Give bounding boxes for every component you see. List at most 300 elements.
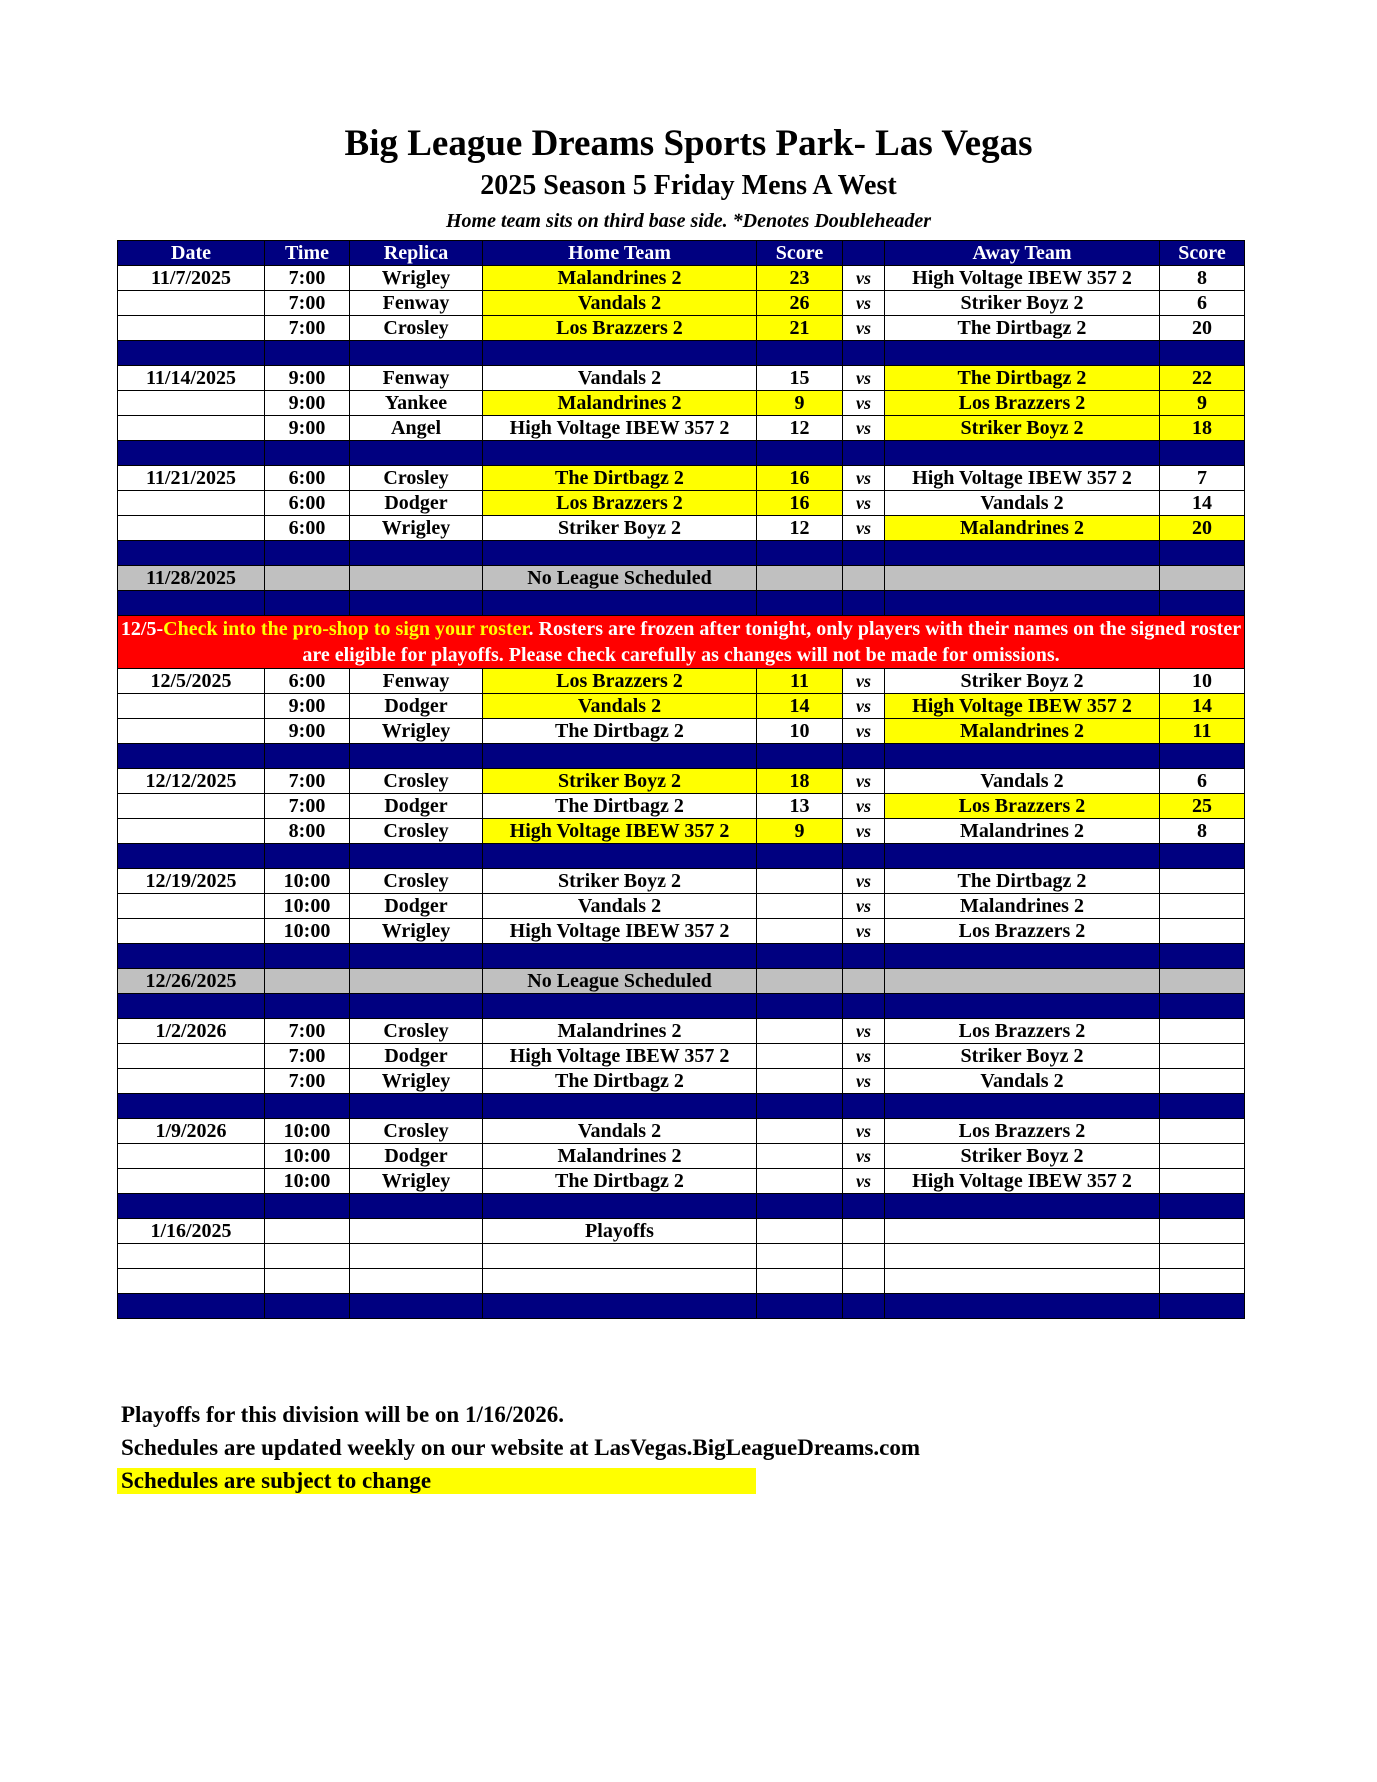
home-score: 26 bbox=[757, 291, 843, 316]
game-time: 7:00 bbox=[265, 794, 350, 819]
home-score bbox=[757, 919, 843, 944]
game-date bbox=[118, 391, 265, 416]
separator-cell bbox=[350, 994, 483, 1019]
away-team: High Voltage IBEW 357 2 bbox=[885, 466, 1160, 491]
home-team: Vandals 2 bbox=[483, 694, 757, 719]
empty-cell bbox=[885, 566, 1160, 591]
game-date bbox=[118, 1069, 265, 1094]
home-team: The Dirtbagz 2 bbox=[483, 794, 757, 819]
game-time: 7:00 bbox=[265, 291, 350, 316]
vs-label: vs bbox=[843, 669, 885, 694]
game-field: Dodger bbox=[350, 491, 483, 516]
header-replica: Replica bbox=[350, 241, 483, 266]
empty-cell bbox=[350, 969, 483, 994]
away-score: 14 bbox=[1160, 491, 1245, 516]
home-team: Vandals 2 bbox=[483, 366, 757, 391]
game-time: 7:00 bbox=[265, 1044, 350, 1069]
vs-label: vs bbox=[843, 466, 885, 491]
separator-cell bbox=[843, 1294, 885, 1319]
game-row bbox=[118, 366, 1245, 391]
separator-cell bbox=[1160, 1294, 1245, 1319]
vs-label: vs bbox=[843, 794, 885, 819]
game-date bbox=[118, 894, 265, 919]
away-team: Striker Boyz 2 bbox=[885, 416, 1160, 441]
separator-cell bbox=[757, 994, 843, 1019]
home-score: 18 bbox=[757, 769, 843, 794]
separator-cell bbox=[350, 1294, 483, 1319]
game-row bbox=[118, 516, 1245, 541]
game-row bbox=[118, 1119, 1245, 1144]
separator-cell bbox=[118, 844, 265, 869]
game-time: 6:00 bbox=[265, 466, 350, 491]
home-score: 12 bbox=[757, 416, 843, 441]
separator-cell bbox=[350, 944, 483, 969]
game-field: Fenway bbox=[350, 291, 483, 316]
game-time: 9:00 bbox=[265, 391, 350, 416]
game-time: 10:00 bbox=[265, 869, 350, 894]
away-team: Malandrines 2 bbox=[885, 516, 1160, 541]
away-team: High Voltage IBEW 357 2 bbox=[885, 266, 1160, 291]
game-row bbox=[118, 1069, 1245, 1094]
game-row bbox=[118, 1019, 1245, 1044]
separator-row bbox=[118, 744, 1245, 769]
separator-cell bbox=[843, 341, 885, 366]
header-date: Date bbox=[118, 241, 265, 266]
game-time: 6:00 bbox=[265, 516, 350, 541]
separator-cell bbox=[265, 994, 350, 1019]
home-score bbox=[757, 869, 843, 894]
game-row bbox=[118, 694, 1245, 719]
home-score: 23 bbox=[757, 266, 843, 291]
empty-cell bbox=[757, 1244, 843, 1269]
vs-label: vs bbox=[843, 694, 885, 719]
empty-cell bbox=[885, 1244, 1160, 1269]
game-field: Wrigley bbox=[350, 1069, 483, 1094]
away-score bbox=[1160, 1019, 1245, 1044]
away-team: Vandals 2 bbox=[885, 491, 1160, 516]
game-time: 7:00 bbox=[265, 316, 350, 341]
game-row bbox=[118, 391, 1245, 416]
home-score: 9 bbox=[757, 391, 843, 416]
game-field: Crosley bbox=[350, 316, 483, 341]
away-score bbox=[1160, 1044, 1245, 1069]
game-field: Dodger bbox=[350, 794, 483, 819]
home-team: Striker Boyz 2 bbox=[483, 869, 757, 894]
away-score: 7 bbox=[1160, 466, 1245, 491]
separator-cell bbox=[350, 441, 483, 466]
header-away-team: Away Team bbox=[885, 241, 1160, 266]
row-date bbox=[118, 1269, 265, 1294]
empty-cell bbox=[265, 969, 350, 994]
separator-cell bbox=[118, 591, 265, 616]
vs-label: vs bbox=[843, 1119, 885, 1144]
game-time: 6:00 bbox=[265, 669, 350, 694]
game-field: Wrigley bbox=[350, 266, 483, 291]
game-date bbox=[118, 794, 265, 819]
footer-playoffs-note: Playoffs for this division will be on 1/16/2026. bbox=[121, 1402, 565, 1427]
vs-label: vs bbox=[843, 491, 885, 516]
schedule-table bbox=[117, 240, 1245, 1319]
game-date: 12/19/2025 bbox=[118, 869, 265, 894]
game-field: Wrigley bbox=[350, 1169, 483, 1194]
row-label: Playoffs bbox=[483, 1219, 757, 1244]
game-field: Crosley bbox=[350, 769, 483, 794]
page-subtitle: 2025 Season 5 Friday Mens A West bbox=[480, 170, 897, 201]
game-time: 9:00 bbox=[265, 366, 350, 391]
vs-label: vs bbox=[843, 719, 885, 744]
away-team: High Voltage IBEW 357 2 bbox=[885, 1169, 1160, 1194]
vs-label: vs bbox=[843, 516, 885, 541]
game-field: Fenway bbox=[350, 366, 483, 391]
away-score: 10 bbox=[1160, 669, 1245, 694]
home-score: 16 bbox=[757, 491, 843, 516]
game-row bbox=[118, 1169, 1245, 1194]
empty-cell bbox=[885, 969, 1160, 994]
home-team: Malandrines 2 bbox=[483, 391, 757, 416]
separator-cell bbox=[885, 591, 1160, 616]
separator-cell bbox=[118, 744, 265, 769]
game-field: Dodger bbox=[350, 1044, 483, 1069]
home-team: Los Brazzers 2 bbox=[483, 316, 757, 341]
home-score bbox=[757, 1144, 843, 1169]
separator-cell bbox=[118, 441, 265, 466]
empty-row bbox=[118, 1269, 1245, 1294]
game-time: 9:00 bbox=[265, 416, 350, 441]
away-score bbox=[1160, 1069, 1245, 1094]
separator-cell bbox=[483, 844, 757, 869]
separator-cell bbox=[265, 1194, 350, 1219]
game-time: 6:00 bbox=[265, 491, 350, 516]
empty-cell bbox=[1160, 969, 1245, 994]
game-row bbox=[118, 416, 1245, 441]
home-team: High Voltage IBEW 357 2 bbox=[483, 416, 757, 441]
home-score bbox=[757, 894, 843, 919]
empty-cell bbox=[843, 1219, 885, 1244]
game-row bbox=[118, 869, 1245, 894]
game-row bbox=[118, 291, 1245, 316]
game-date: 12/12/2025 bbox=[118, 769, 265, 794]
separator-cell bbox=[118, 1094, 265, 1119]
separator-cell bbox=[483, 1194, 757, 1219]
empty-cell bbox=[1160, 566, 1245, 591]
row-date bbox=[118, 1244, 265, 1269]
separator-cell bbox=[1160, 591, 1245, 616]
vs-label: vs bbox=[843, 769, 885, 794]
separator-cell bbox=[265, 1294, 350, 1319]
separator-cell bbox=[843, 994, 885, 1019]
separator-row bbox=[118, 944, 1245, 969]
game-date bbox=[118, 416, 265, 441]
home-score: 9 bbox=[757, 819, 843, 844]
separator-cell bbox=[1160, 1094, 1245, 1119]
roster-banner bbox=[118, 616, 1245, 669]
header-time: Time bbox=[265, 241, 350, 266]
empty-cell bbox=[757, 1219, 843, 1244]
game-field: Yankee bbox=[350, 391, 483, 416]
vs-label: vs bbox=[843, 416, 885, 441]
separator-cell bbox=[843, 944, 885, 969]
home-score bbox=[757, 1169, 843, 1194]
empty-cell bbox=[265, 1269, 350, 1294]
away-team: Striker Boyz 2 bbox=[885, 669, 1160, 694]
home-team: Malandrines 2 bbox=[483, 1144, 757, 1169]
separator-cell bbox=[843, 744, 885, 769]
game-time: 7:00 bbox=[265, 769, 350, 794]
separator-cell bbox=[483, 1094, 757, 1119]
game-row bbox=[118, 794, 1245, 819]
game-date bbox=[118, 516, 265, 541]
away-team: Vandals 2 bbox=[885, 1069, 1160, 1094]
separator-cell bbox=[350, 744, 483, 769]
banner-text: . Rosters are frozen after tonight, only players with their names on the signed roster are eligible for playoffs. Please check carefully as changes will not be made for omissions. bbox=[302, 618, 1242, 666]
vs-label: vs bbox=[843, 1019, 885, 1044]
game-time: 9:00 bbox=[265, 719, 350, 744]
game-time: 10:00 bbox=[265, 919, 350, 944]
separator-cell bbox=[757, 844, 843, 869]
home-team: The Dirtbagz 2 bbox=[483, 1169, 757, 1194]
noleague-row bbox=[118, 566, 1245, 591]
separator-cell bbox=[265, 341, 350, 366]
game-field: Angel bbox=[350, 416, 483, 441]
separator-cell bbox=[118, 341, 265, 366]
home-team: The Dirtbagz 2 bbox=[483, 719, 757, 744]
row-label bbox=[483, 1244, 757, 1269]
game-date bbox=[118, 1044, 265, 1069]
separator-cell bbox=[350, 1194, 483, 1219]
empty-cell bbox=[265, 566, 350, 591]
home-score: 11 bbox=[757, 669, 843, 694]
game-time: 10:00 bbox=[265, 1144, 350, 1169]
vs-label: vs bbox=[843, 291, 885, 316]
game-field: Wrigley bbox=[350, 719, 483, 744]
home-team: The Dirtbagz 2 bbox=[483, 466, 757, 491]
home-score: 13 bbox=[757, 794, 843, 819]
home-team: Vandals 2 bbox=[483, 894, 757, 919]
separator-cell bbox=[757, 591, 843, 616]
home-score bbox=[757, 1044, 843, 1069]
vs-label: vs bbox=[843, 366, 885, 391]
separator-cell bbox=[1160, 341, 1245, 366]
home-team: Striker Boyz 2 bbox=[483, 516, 757, 541]
game-field: Crosley bbox=[350, 1019, 483, 1044]
game-field: Wrigley bbox=[350, 516, 483, 541]
noleague-row bbox=[118, 969, 1245, 994]
game-date: 1/2/2026 bbox=[118, 1019, 265, 1044]
separator-cell bbox=[265, 541, 350, 566]
game-row bbox=[118, 919, 1245, 944]
separator-row bbox=[118, 541, 1245, 566]
home-team: The Dirtbagz 2 bbox=[483, 1069, 757, 1094]
away-team: Striker Boyz 2 bbox=[885, 291, 1160, 316]
empty-cell bbox=[1160, 1244, 1245, 1269]
separator-cell bbox=[1160, 441, 1245, 466]
game-row bbox=[118, 669, 1245, 694]
empty-cell bbox=[1160, 1219, 1245, 1244]
row-label: No League Scheduled bbox=[483, 566, 757, 591]
separator-cell bbox=[843, 591, 885, 616]
vs-label: vs bbox=[843, 869, 885, 894]
separator-cell bbox=[483, 441, 757, 466]
home-score: 16 bbox=[757, 466, 843, 491]
empty-cell bbox=[843, 566, 885, 591]
game-row bbox=[118, 719, 1245, 744]
separator-cell bbox=[1160, 744, 1245, 769]
separator-cell bbox=[757, 944, 843, 969]
table-header bbox=[118, 241, 1245, 266]
separator-cell bbox=[885, 1094, 1160, 1119]
empty-cell bbox=[843, 1244, 885, 1269]
away-score: 20 bbox=[1160, 316, 1245, 341]
game-date: 11/14/2025 bbox=[118, 366, 265, 391]
game-time: 8:00 bbox=[265, 819, 350, 844]
home-score: 15 bbox=[757, 366, 843, 391]
game-date: 11/21/2025 bbox=[118, 466, 265, 491]
game-date: 12/5/2025 bbox=[118, 669, 265, 694]
separator-cell bbox=[483, 944, 757, 969]
home-team: Malandrines 2 bbox=[483, 266, 757, 291]
row-date: 12/26/2025 bbox=[118, 969, 265, 994]
separator-cell bbox=[843, 844, 885, 869]
game-time: 7:00 bbox=[265, 266, 350, 291]
separator-cell bbox=[885, 944, 1160, 969]
game-field: Dodger bbox=[350, 894, 483, 919]
separator-cell bbox=[265, 744, 350, 769]
game-date: 1/9/2026 bbox=[118, 1119, 265, 1144]
away-team: Los Brazzers 2 bbox=[885, 794, 1160, 819]
game-field: Dodger bbox=[350, 1144, 483, 1169]
home-team: High Voltage IBEW 357 2 bbox=[483, 819, 757, 844]
separator-cell bbox=[265, 844, 350, 869]
game-field: Crosley bbox=[350, 869, 483, 894]
separator-row bbox=[118, 1294, 1245, 1319]
away-score: 22 bbox=[1160, 366, 1245, 391]
separator-cell bbox=[1160, 541, 1245, 566]
away-team: The Dirtbagz 2 bbox=[885, 316, 1160, 341]
home-team: Vandals 2 bbox=[483, 1119, 757, 1144]
separator-cell bbox=[885, 1294, 1160, 1319]
home-team: Los Brazzers 2 bbox=[483, 491, 757, 516]
separator-cell bbox=[1160, 844, 1245, 869]
game-time: 7:00 bbox=[265, 1069, 350, 1094]
game-time: 10:00 bbox=[265, 1169, 350, 1194]
game-field: Crosley bbox=[350, 1119, 483, 1144]
page-title: Big League Dreams Sports Park- Las Vegas bbox=[344, 123, 1033, 164]
game-row bbox=[118, 894, 1245, 919]
separator-cell bbox=[350, 844, 483, 869]
vs-label: vs bbox=[843, 316, 885, 341]
separator-cell bbox=[757, 1094, 843, 1119]
away-team: Malandrines 2 bbox=[885, 719, 1160, 744]
home-score: 21 bbox=[757, 316, 843, 341]
away-team: Los Brazzers 2 bbox=[885, 391, 1160, 416]
separator-cell bbox=[843, 541, 885, 566]
away-score bbox=[1160, 1119, 1245, 1144]
game-field: Dodger bbox=[350, 694, 483, 719]
separator-cell bbox=[118, 1294, 265, 1319]
game-row bbox=[118, 819, 1245, 844]
separator-cell bbox=[265, 1094, 350, 1119]
away-team: Los Brazzers 2 bbox=[885, 919, 1160, 944]
game-field: Crosley bbox=[350, 819, 483, 844]
separator-cell bbox=[350, 1094, 483, 1119]
separator-cell bbox=[885, 341, 1160, 366]
roster-banner-row bbox=[118, 616, 1245, 669]
separator-cell bbox=[265, 441, 350, 466]
row-date: 11/28/2025 bbox=[118, 566, 265, 591]
header-away-score: Score bbox=[1160, 241, 1245, 266]
separator-cell bbox=[350, 341, 483, 366]
banner-prefix: 12/5- bbox=[120, 618, 164, 640]
away-score: 8 bbox=[1160, 819, 1245, 844]
game-date bbox=[118, 694, 265, 719]
separator-cell bbox=[885, 441, 1160, 466]
game-time: 10:00 bbox=[265, 1119, 350, 1144]
home-score bbox=[757, 1119, 843, 1144]
separator-cell bbox=[885, 541, 1160, 566]
separator-row bbox=[118, 341, 1245, 366]
home-score bbox=[757, 1019, 843, 1044]
away-score bbox=[1160, 1169, 1245, 1194]
separator-cell bbox=[483, 341, 757, 366]
game-date bbox=[118, 719, 265, 744]
empty-cell bbox=[885, 1219, 1160, 1244]
separator-cell bbox=[118, 994, 265, 1019]
away-score bbox=[1160, 1144, 1245, 1169]
game-field: Fenway bbox=[350, 669, 483, 694]
separator-row bbox=[118, 994, 1245, 1019]
home-score bbox=[757, 1069, 843, 1094]
vs-label: vs bbox=[843, 819, 885, 844]
separator-cell bbox=[483, 591, 757, 616]
empty-cell bbox=[757, 566, 843, 591]
game-date bbox=[118, 316, 265, 341]
home-score: 14 bbox=[757, 694, 843, 719]
game-date bbox=[118, 491, 265, 516]
banner-highlight: Check into the pro-shop to sign your roster bbox=[163, 618, 529, 640]
separator-cell bbox=[757, 744, 843, 769]
separator-cell bbox=[1160, 1194, 1245, 1219]
home-team: High Voltage IBEW 357 2 bbox=[483, 919, 757, 944]
separator-cell bbox=[757, 1294, 843, 1319]
row-date: 1/16/2025 bbox=[118, 1219, 265, 1244]
game-date: 11/7/2025 bbox=[118, 266, 265, 291]
playoff-row bbox=[118, 1219, 1245, 1244]
home-score: 12 bbox=[757, 516, 843, 541]
separator-cell bbox=[757, 541, 843, 566]
separator-row bbox=[118, 1094, 1245, 1119]
separator-cell bbox=[757, 1194, 843, 1219]
away-score: 6 bbox=[1160, 291, 1245, 316]
empty-cell bbox=[885, 1269, 1160, 1294]
away-score: 8 bbox=[1160, 266, 1245, 291]
vs-label: vs bbox=[843, 1169, 885, 1194]
separator-row bbox=[118, 1194, 1245, 1219]
away-team: The Dirtbagz 2 bbox=[885, 366, 1160, 391]
home-score: 10 bbox=[757, 719, 843, 744]
home-team: Malandrines 2 bbox=[483, 1019, 757, 1044]
game-field: Wrigley bbox=[350, 919, 483, 944]
separator-cell bbox=[118, 1194, 265, 1219]
away-score bbox=[1160, 919, 1245, 944]
away-score: 11 bbox=[1160, 719, 1245, 744]
schedule-note: Home team sits on third base side. *Denotes Doubleheader bbox=[446, 210, 931, 232]
home-team: Striker Boyz 2 bbox=[483, 769, 757, 794]
game-row bbox=[118, 769, 1245, 794]
vs-label: vs bbox=[843, 894, 885, 919]
separator-row bbox=[118, 591, 1245, 616]
empty-cell bbox=[350, 566, 483, 591]
game-date bbox=[118, 919, 265, 944]
